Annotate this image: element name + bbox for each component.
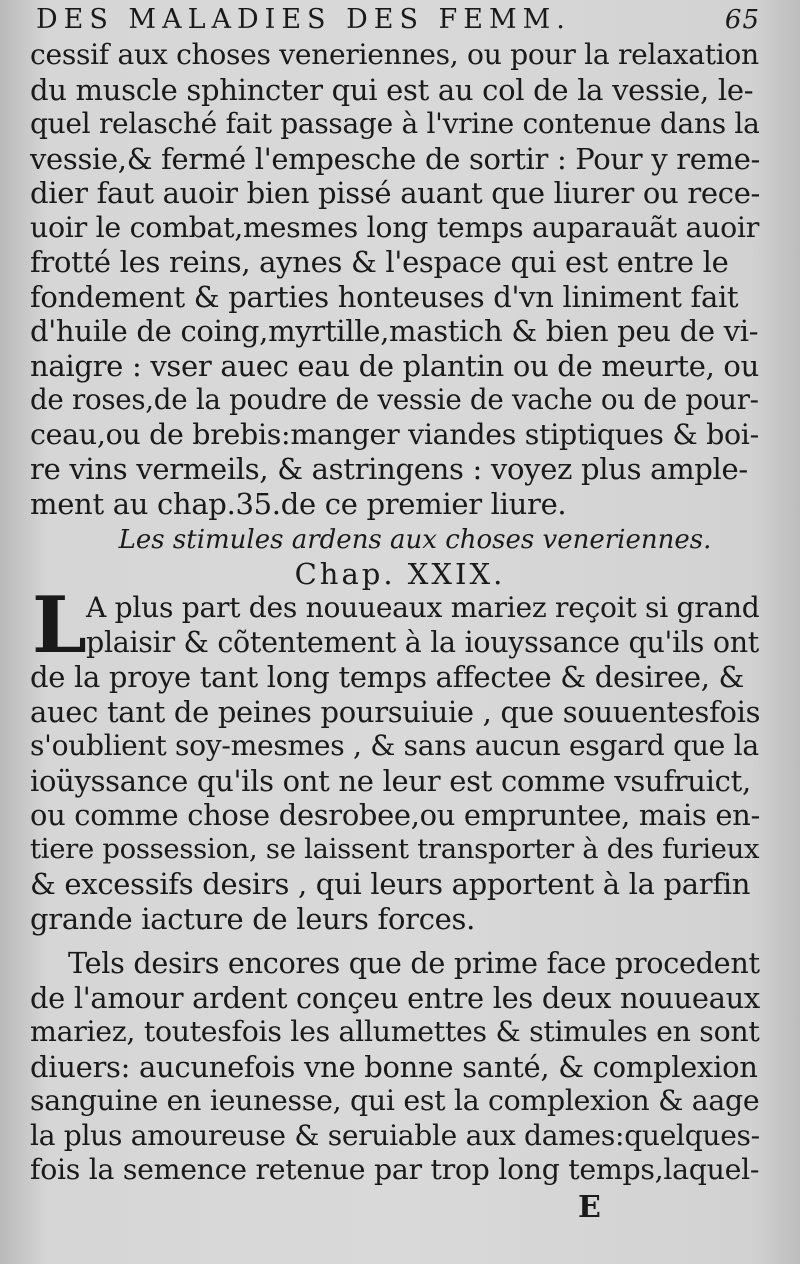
text-line: de l'amour ardent conçeu entre les deux nouueaux [30,980,760,1015]
text-block-1 [30,38,760,521]
running-title: DES MALADIES DES FEMM. [36,4,571,35]
text-line: frotté les reins, aynes & l'espace qui est entre le [30,245,729,279]
text-line: sanguine en ieunesse, qui est la complexion & aage [30,1084,760,1117]
text-line: cessif aux choses veneriennes, ou pour la relaxation [30,38,759,71]
text-line: de roses,de la poudre de vessie de vache ou de pour- [30,383,759,416]
text-line: fois la semence retenue par trop long temps,laquel- [30,1153,760,1186]
drop-cap: L [32,580,87,671]
text-line: fondement & parties honteuses d'vn liniment fait [30,279,739,314]
text-line: quel relasché fait passage à l'vrine contenue dans la [30,107,760,140]
text-line: tiere possession, se laissent transporter à des furieux [30,833,760,865]
text-line: auec tant de peines poursuiuie , que souuentesfois [30,694,761,729]
text-line: du muscle sphincter qui est au col de la vessie, le- [30,72,754,107]
paragraph-2 [30,946,760,1188]
text-line: re vins vermeils, & astringens : voyez plus ample- [30,452,748,486]
text-line: A plus part des nouueaux mariez reçoit si grand [86,591,760,624]
chapter-heading: Chap. XXIX. [294,557,506,591]
paragraph-1 [30,580,761,936]
running-header [30,4,760,38]
text-line: plaisir & cõtentement à la iouyssance qu'ils ont [86,625,759,659]
text-line: vessie,& fermé l'empesche de sortir : Pour y reme- [30,141,761,176]
chapter-caption: Les stimules ardens aux choses veneriennes. [118,525,712,555]
text-line: ceau,ou de brebis:manger viandes stiptiques & boi- [30,417,759,451]
text-line: Tels desirs encores que de prime face procedent [68,946,760,980]
text-line: dier faut auoir bien pissé auant que liurer ou rece- [30,176,761,210]
text-line: d'huile de coing,myrtille,mastich & bien peu de vi- [30,314,759,348]
text-line: naigre : vser auec eau de plantin ou de meurte, ou [30,348,759,383]
text-line: uoir le combat,mesmes long temps auparauãt auoir [30,210,759,244]
text-line: ioüyssance qu'ils ont ne leur est comme vsufruict, [30,763,751,798]
page-number: 65 [724,5,760,35]
text-line: & excessifs desirs , qui leurs apportent à la parfin [30,867,751,901]
signature-mark: E [578,1190,601,1225]
text-line: la plus amoureuse & seruiable aux dames:quelques- [30,1118,760,1152]
text-line: diuers: aucunefois vne bonne santé, & complexion [30,1049,758,1084]
text-line: ment au chap.35.de ce premier liure. [30,486,567,521]
text-line: mariez, toutesfois les allumettes & stimules en sont [30,1015,760,1048]
text-line: ou comme chose desrobee,ou empruntee, mais en- [30,798,760,832]
text-line: de la proye tant long temps affectee & desiree, & [30,660,745,694]
text-line: s'oublient soy-mesmes , & sans aucun esgard que la [30,729,759,762]
text-line: grande iacture de leurs forces. [30,901,476,936]
